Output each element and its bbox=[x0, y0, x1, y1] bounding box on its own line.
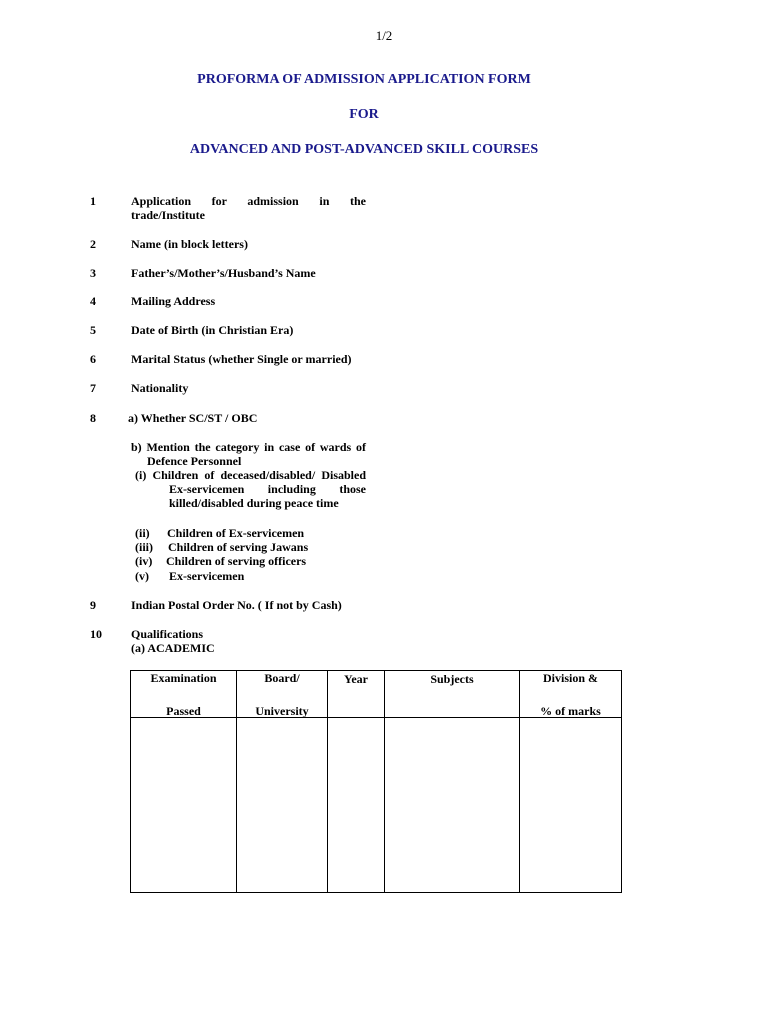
item-number-7: 7 bbox=[90, 381, 96, 395]
item-number-3: 3 bbox=[90, 266, 96, 280]
item-label-sc-st-obc: a) Whether SC/ST / OBC bbox=[128, 411, 258, 425]
table-row bbox=[131, 718, 622, 893]
item-number-9: 9 bbox=[90, 598, 96, 612]
item8b-option-ii: (ii) Children of Ex-servicemen bbox=[135, 526, 305, 540]
item-number-4: 4 bbox=[90, 294, 96, 308]
form-title: PROFORMA OF ADMISSION APPLICATION FORM bbox=[197, 72, 531, 87]
item-label-nationality: Nationality bbox=[131, 381, 189, 395]
cell-year[interactable] bbox=[328, 718, 385, 893]
item-label-mailing-address: Mailing Address bbox=[131, 294, 216, 308]
academic-qualifications-table bbox=[130, 670, 622, 893]
qualifications-academic-label: (a) ACADEMIC bbox=[131, 641, 215, 655]
page-number: 1/2 bbox=[375, 28, 393, 43]
cell-division-marks[interactable] bbox=[520, 718, 622, 893]
item-label-parent-name: Father’s/Mother’s/Husband’s Name bbox=[131, 266, 316, 280]
item-label-postal-order: Indian Postal Order No. ( If not by Cash) bbox=[131, 598, 342, 612]
cell-examination-passed[interactable] bbox=[131, 718, 237, 893]
item-number-8: 8 bbox=[90, 411, 96, 425]
form-subtitle: ADVANCED AND POST-ADVANCED SKILL COURSES bbox=[189, 142, 539, 157]
item8b-option-iii: (iii) Children of serving Jawans bbox=[135, 540, 309, 554]
table-header-row bbox=[131, 671, 622, 718]
item-label-date-of-birth: Date of Birth (in Christian Era) bbox=[131, 323, 294, 337]
header-division-marks: Division & % of marks bbox=[520, 671, 622, 718]
cell-board-university[interactable] bbox=[237, 718, 328, 893]
item8b-intro: b) Mention the category in case of wards of Defence Personnel bbox=[131, 440, 366, 468]
form-title-for: FOR bbox=[349, 107, 379, 122]
item-label-application: Application for admission in the trade/Institute bbox=[131, 194, 366, 222]
item-label-name: Name (in block letters) bbox=[131, 237, 248, 251]
item-number-2: 2 bbox=[90, 237, 96, 251]
header-examination-passed: Examination Passed bbox=[131, 671, 237, 718]
item-label-qualifications: Qualifications bbox=[131, 627, 204, 641]
item8b-option-iv: (iv) Children of serving officers bbox=[135, 554, 307, 568]
item8b-option-v: (v) Ex-servicemen bbox=[135, 569, 245, 583]
item-label-marital-status: Marital Status (whether Single or married) bbox=[131, 352, 352, 366]
item-number-10: 10 bbox=[90, 627, 102, 641]
cell-subjects[interactable] bbox=[385, 718, 520, 893]
header-board-university: Board/ University bbox=[237, 671, 328, 718]
item-number-1: 1 bbox=[90, 194, 96, 208]
item-number-5: 5 bbox=[90, 323, 96, 337]
item8b-option-i: (i) Children of deceased/disabled/ Disabled Ex-servicemen including those killed/disabled during peace time bbox=[135, 468, 366, 510]
header-year: Year bbox=[328, 671, 385, 718]
item-number-6: 6 bbox=[90, 352, 96, 366]
header-subjects: Subjects bbox=[385, 671, 520, 718]
